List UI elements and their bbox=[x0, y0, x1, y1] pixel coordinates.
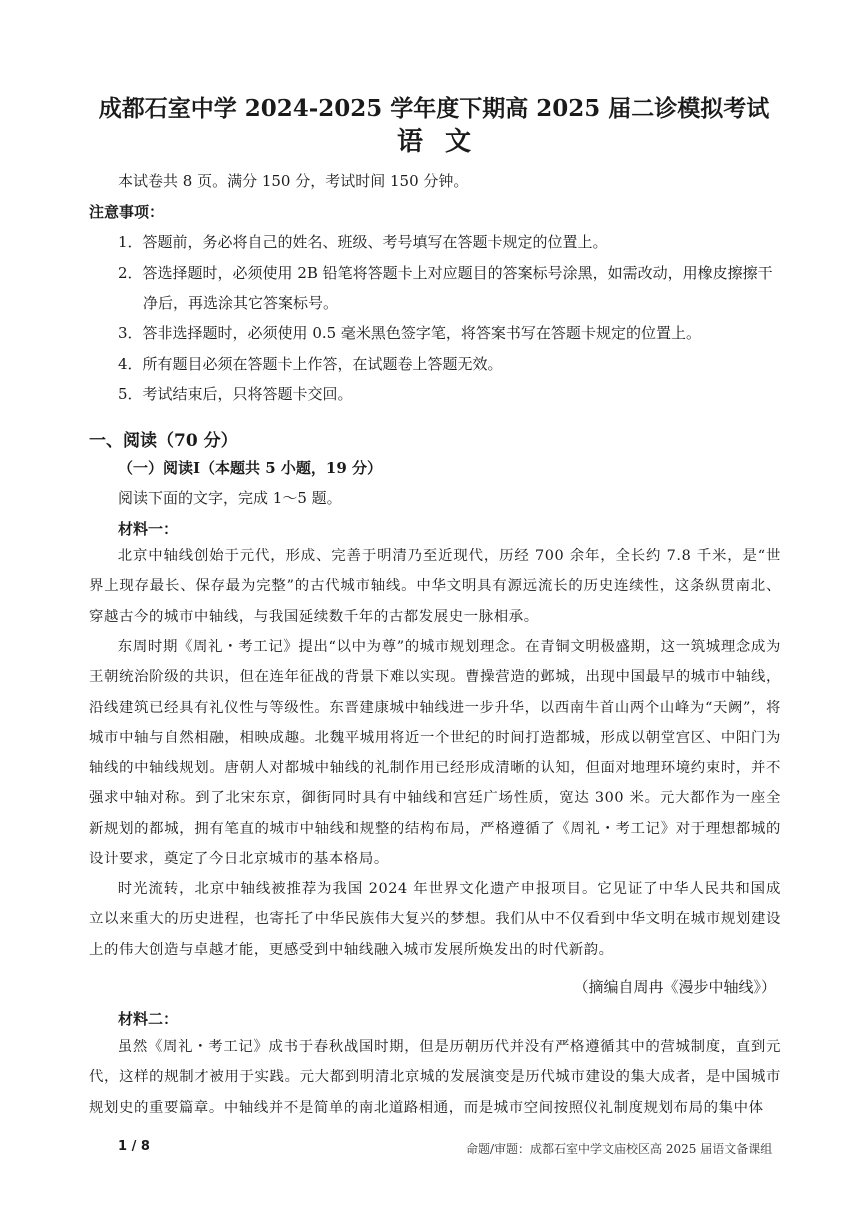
material-paragraph: 虽然《周礼・考工记》成书于春秋战国时期，但是历朝历代并没有严格遵循其中的营城制度，直到元代，这样的规制才被用于实践。元大都到明清北京城的发展演变是历代城市建设的集大成者，是中国城市规划史的重要篇章。中轴线并不是简单的南北道路相通，而是城市空间按照仪礼制度规划布局的集中体 bbox=[89, 1039, 781, 1116]
material-label: 材料二： bbox=[118, 1010, 179, 1028]
subject-title: 语文 bbox=[396, 127, 493, 157]
note-item: 3．答非选择题时，必须使用 0.5 毫米黑色签字笔，将答案书写在答题卡规定的位置上。 bbox=[118, 324, 701, 342]
material-source: （摘编自周冉《漫步中轴线》） bbox=[573, 978, 776, 996]
material-label: 材料一： bbox=[118, 520, 179, 538]
section-title: 一、阅读（70 分） bbox=[89, 431, 238, 451]
material-paragraph: 时光流转，北京中轴线被推荐为我国 2024 年世界文化遗产申报项目。它见证了中华人民共和国成立以来重大的历史进程，也寄托了中华民族伟大复兴的梦想。我们从中不仅看到中华文明在城市规划建设上的伟大创造与卓越才能，更感受到中轴线融入城市发展所焕发出的时代新韵。 bbox=[89, 881, 781, 958]
page-number: 1 / 8 bbox=[118, 1139, 150, 1154]
exam-title: 成都石室中学 2024-2025 学年度下期高 2025 届二诊模拟考试 bbox=[98, 95, 770, 122]
material-paragraph: 东周时期《周礼・考工记》提出“以中为尊”的城市规划理念。在青铜文明极盛期，这一筑城理念成为王朝统治阶级的共识，但在连年征战的背景下难以实现。曹操营造的邺城，出现中国最早的城市中轴线，沿线建筑已经具有礼仪性与等级性。东晋建康城中轴线进一步升华，以西南牛首山两个山峰为“天阙”，将城市中轴与自然相融，相映成趣。北魏平城用将近一个世纪的时间打造都城，形成以朝堂宫区、中阳门为轴线的中轴线规划。唐朝人对都城中轴线的礼制作用已经形成清晰的认知，但面对地理环境约束时，并不强求中轴对称。到了北宋东京，御街同时具有中轴线和宫廷广场性质，宽达 300 米。元大都作为一座全新规划的都城，拥有笔直的城市中轴线和规整的结构布局，严格遵循了《周礼・考工记》对于理想都城的设计要求，奠定了今日北京城市的基本格局。 bbox=[89, 639, 781, 868]
note-item: 1．答题前，务必将自己的姓名、班级、考号填写在答题卡规定的位置上。 bbox=[118, 233, 608, 251]
exam-intro: 本试卷共 8 页。满分 150 分，考试时间 150 分钟。 bbox=[118, 172, 469, 190]
subsection-title: （一）阅读Ⅰ（本题共 5 小题，19 分） bbox=[118, 459, 382, 477]
note-item-continued: 净后，再选涂其它答案标号。 bbox=[143, 294, 339, 312]
notes-heading: 注意事项： bbox=[89, 203, 165, 221]
note-item: 5．考试结束后，只将答题卡交回。 bbox=[118, 385, 353, 403]
note-item: 2．答选择题时，必须使用 2B 铅笔将答题卡上对应题目的答案标号涂黑，如需改动，用橡皮擦擦干 bbox=[118, 264, 773, 282]
note-item: 4．所有题目必须在答题卡上作答，在试题卷上答题无效。 bbox=[118, 355, 503, 373]
footer-credit: 命题/审题：成都石室中学文庙校区高 2025 届语文备课组 bbox=[466, 1142, 773, 1156]
reading-instruction: 阅读下面的文字，完成 1～5 题。 bbox=[118, 489, 342, 507]
material-paragraph: 北京中轴线创始于元代，形成、完善于明清乃至近现代，历经 700 余年，全长约 7.8 千米，是“世界上现存最长、保存最为完整”的古代城市轴线。中华文明具有源远流长的历史连续性，这条纵贯南北、穿越古今的城市中轴线，与我国延续数千年的古都发展史一脉相承。 bbox=[89, 548, 781, 625]
